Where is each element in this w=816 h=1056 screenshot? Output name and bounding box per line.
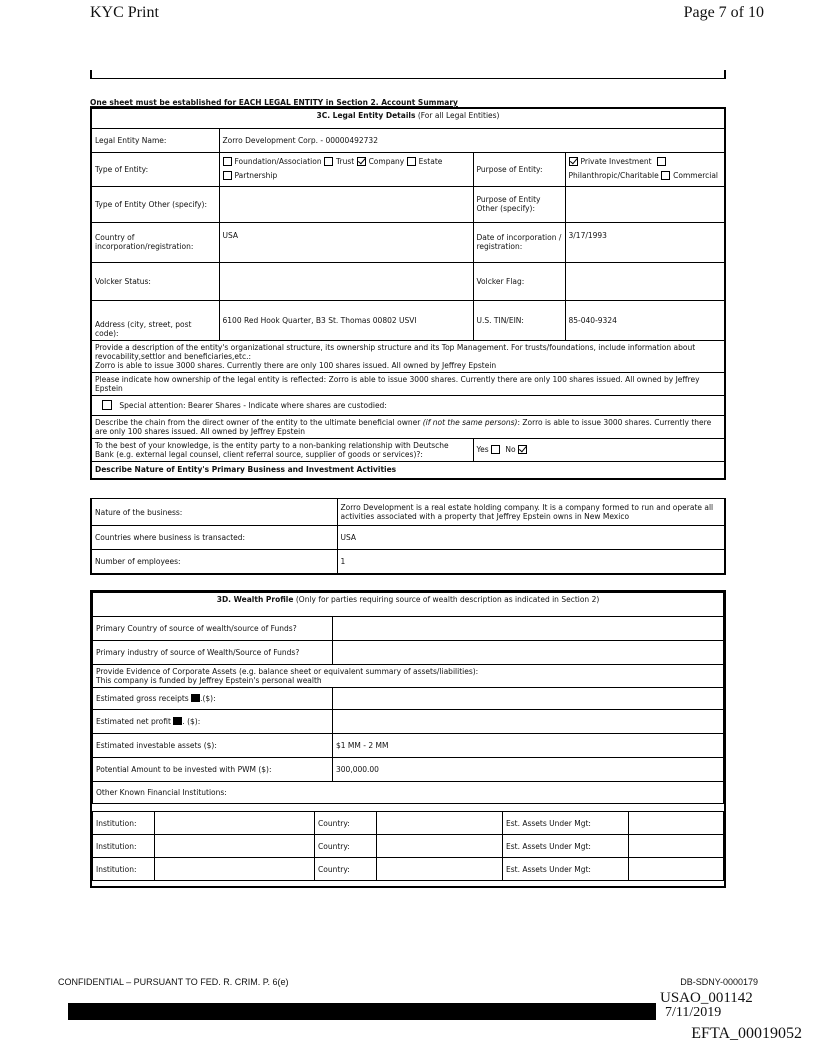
chain-answer: Zorro is able to issue 3000 shares. Currently there are only 100 shares issued. All owned by Jeffrey Epstein — [95, 417, 712, 436]
net-profit-value — [333, 710, 724, 734]
type-other-label: Type of Entity Other (specify): — [91, 186, 219, 222]
header-title: KYC Print — [90, 4, 159, 21]
top-rule-right-tick — [724, 70, 726, 79]
purpose-other-label: Purpose of Entity Other (specify): — [473, 186, 565, 222]
checkbox-icon — [223, 157, 232, 166]
org-structure-question: Provide a description of the entity's organizational structure, its ownership structure and its Top Management. For trusts/foundations, include information about revocability,settlor and beneficiaries,etc.: — [95, 342, 696, 361]
stamp-date: 7/11/2019 — [665, 1005, 722, 1020]
chain-question: Describe the chain from the direct owner of the entity to the ultimate beneficial owner — [95, 417, 421, 427]
evidence-question: Provide Evidence of Corporate Assets (e.g. balance sheet or equivalent summary of assets/liabilities): — [96, 667, 479, 676]
evidence-answer: This company is funded by Jeffrey Epstein's personal wealth — [96, 676, 322, 685]
purpose-other-value — [565, 186, 725, 222]
non-banking-answer: Yes No — [473, 438, 725, 461]
type-label: Type of Entity: — [91, 152, 219, 186]
bates-number: DB-SDNY-0000179 — [680, 977, 758, 987]
institution-row: Institution: Country: Est. Assets Under Mgt: — [93, 835, 724, 858]
potential-amount-label: Potential Amount to be invested with PWM ($): — [93, 758, 333, 782]
top-rule — [90, 78, 726, 79]
ownership-question: Please indicate how ownership of the legal entity is reflected: — [95, 374, 327, 384]
primary-industry-value — [333, 641, 724, 665]
no-checkbox-checked-icon[interactable] — [518, 445, 527, 454]
ownership-cell — [91, 372, 725, 395]
investable-assets-label: Estimated investable assets ($): — [93, 734, 333, 758]
checkbox-icon — [661, 171, 670, 180]
type-option-foundation[interactable]: Foundation/Association — [223, 157, 322, 166]
nature-table — [90, 498, 726, 575]
address-value: 6100 Red Hook Quarter, B3 St. Thomas 00802 USVI — [219, 300, 473, 340]
type-option-company[interactable]: Company — [357, 157, 405, 166]
nature-label: Nature of the business: — [91, 499, 337, 526]
institution-row: Institution: Country: Est. Assets Under Mgt: — [93, 858, 724, 881]
checkbox-icon[interactable] — [657, 157, 666, 166]
checkbox-checked-icon — [357, 157, 366, 166]
org-structure-cell — [91, 340, 725, 372]
volcker-status-label: Volcker Status: — [91, 262, 219, 300]
evidence-cell — [93, 665, 724, 688]
primary-country-label: Primary Country of source of wealth/source of Funds? — [93, 617, 333, 641]
potential-amount-value: 300,000.00 — [333, 758, 724, 782]
ownership-chain-cell: Describe the chain from the direct owner of the entity to the ultimate beneficial owner (if not the same persons): Zorro is able to issue 3000 shares. Currently there are only 100 shares issued. All owned by Jeffrey Epstein — [91, 415, 725, 438]
country-label: Country of incorporation/registration: — [91, 222, 219, 262]
address-label: Address (city, street, post code): — [91, 300, 219, 340]
bearer-shares-label: Special attention: Bearer Shares - Indicate where shares are custodied: — [119, 401, 387, 410]
type-option-trust[interactable]: Trust — [324, 157, 354, 166]
org-structure-answer: Zorro is able to issue 3000 shares. Currently there are only 100 shares issued. All owned by Jeffrey Epstein — [95, 360, 497, 370]
employees-label: Number of employees: — [91, 550, 337, 574]
primary-industry-label: Primary industry of source of Wealth/Source of Funds? — [93, 641, 333, 665]
section-3c-title: 3C. Legal Entity Details (For all Legal Entities) — [91, 108, 725, 128]
redaction-box — [173, 717, 182, 725]
checkbox-icon — [324, 157, 333, 166]
legal-name-value: Zorro Development Corp. - 00000492732 — [219, 128, 725, 152]
purpose-label: Purpose of Entity: — [473, 152, 565, 186]
countries-label: Countries where business is transacted: — [91, 526, 337, 550]
institution-row: Institution: Country: Est. Assets Under Mgt: — [93, 812, 724, 835]
confidential-notice: CONFIDENTIAL – PURSUANT TO FED. R. CRIM. P. 6(e) — [58, 977, 289, 987]
checkbox-icon — [407, 157, 416, 166]
bearer-shares-cell — [91, 395, 725, 415]
date-label: Date of incorporation / registration: — [473, 222, 565, 262]
tin-label: U.S. TIN/EIN: — [473, 300, 565, 340]
purpose-option-commercial[interactable]: Commercial — [661, 171, 718, 180]
usao-stamp: USAO_001142 — [660, 990, 753, 1006]
tin-value: 85-040-9324 — [565, 300, 725, 340]
legal-entity-details-table — [90, 107, 726, 480]
volcker-flag-label: Volcker Flag: — [473, 262, 565, 300]
chain-question-note: (if not the same persons) — [422, 417, 518, 427]
section-3d-title: 3D. Wealth Profile (Only for parties requiring source of wealth description as indicated in Section 2) — [93, 593, 724, 617]
gross-receipts-value — [333, 688, 724, 710]
type-option-estate[interactable]: Estate — [407, 157, 443, 166]
purpose-options — [565, 152, 725, 186]
checkbox-icon[interactable] — [102, 400, 112, 410]
countries-value: USA — [337, 526, 725, 550]
ownership-answer: Zorro is able to issue 3000 shares. Currently there are only 100 shares issued. All owned by Jeffrey Epstein — [95, 374, 700, 393]
top-rule-left-tick — [90, 70, 92, 79]
redaction-bar — [68, 1003, 656, 1020]
institutions-table — [92, 811, 724, 881]
checkbox-checked-icon — [569, 157, 578, 166]
other-institutions-label: Other Known Financial Institutions: — [93, 782, 724, 804]
checkbox-icon — [223, 171, 232, 180]
volcker-status-value — [219, 262, 473, 300]
purpose-option-philanthropic: Philanthropic/Charitable — [568, 171, 659, 180]
gross-receipts-label: Estimated gross receipts .($): — [93, 688, 333, 710]
redaction-box — [191, 694, 200, 702]
type-option-partnership[interactable]: Partnership — [223, 171, 278, 180]
non-banking-question: To the best of your knowledge, is the entity party to a non-banking relationship with Deutsche Bank (e.g. external legal counsel, client referral source, supplier of goods or services)?: — [91, 438, 473, 461]
country-value: USA — [219, 222, 473, 262]
efta-number: EFTA_00019052 — [691, 1025, 802, 1042]
volcker-flag-value — [565, 262, 725, 300]
banner-text: One sheet must be established for EACH LEGAL ENTITY in Section 2. Account Summary — [90, 98, 458, 107]
nature-heading: Describe Nature of Entity's Primary Business and Investment Activities — [91, 461, 725, 479]
legal-name-label: Legal Entity Name: — [91, 128, 219, 152]
type-options — [219, 152, 473, 186]
net-profit-label: Estimated net profit . ($): — [93, 710, 333, 734]
primary-country-value — [333, 617, 724, 641]
page-number: Page 7 of 10 — [683, 4, 764, 21]
nature-value: Zorro Development is a real estate holding company. It is a company formed to run and operate all activities associated with a property that Jeffrey Epstein owns in New Mexico — [337, 499, 725, 526]
wealth-profile-table — [92, 592, 724, 804]
yes-checkbox-icon[interactable] — [491, 445, 500, 454]
employees-value: 1 — [337, 550, 725, 574]
purpose-option-private-investment[interactable]: Private Investment — [569, 157, 652, 166]
date-value: 3/17/1993 — [565, 222, 725, 262]
investable-assets-value: $1 MM - 2 MM — [333, 734, 724, 758]
type-other-value — [219, 186, 473, 222]
